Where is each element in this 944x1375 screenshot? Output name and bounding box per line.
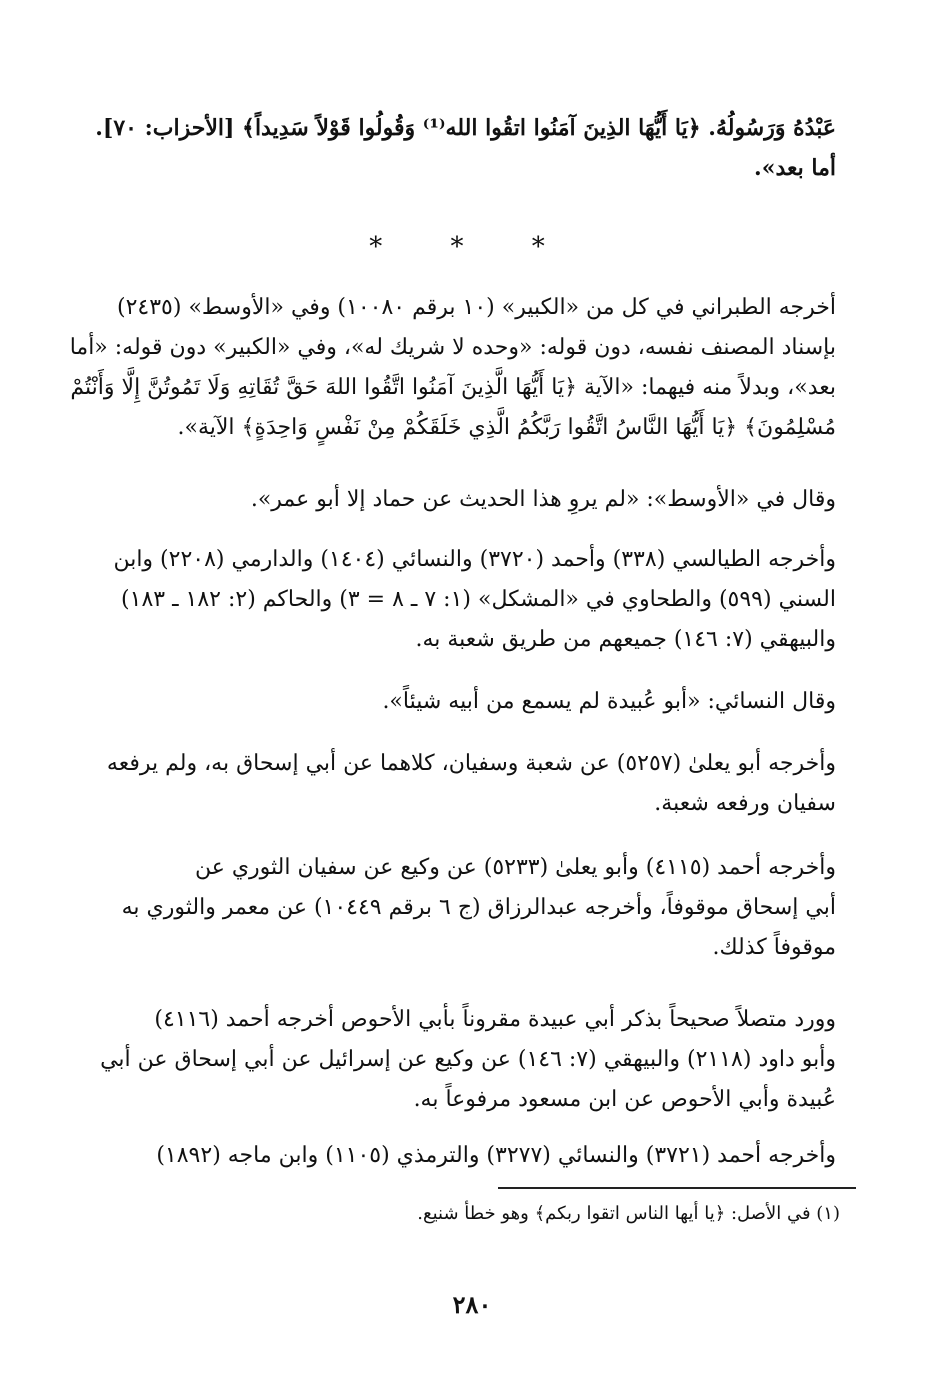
verse-block [95, 108, 836, 188]
paragraph [100, 1000, 836, 1120]
text-line: أخرجه الطبراني في كل من «الكبير» (١٠ برقم ١٠٠٨٠) وفي «الأوسط» (٢٤٣٥) [117, 295, 836, 320]
footnote-separator [498, 1187, 856, 1189]
text-line: بعد»، وبدلاً منه فيهما: «الآية ﴿يَا أَيُّهَا الَّذِينَ آمَنُوا اتَّقُوا اللهَ حَقَّ تُقَاتِهِ وَلَا تَمُوتُنَّ إِلَّا وَأَنْتُمْ [70, 375, 836, 400]
paragraph [106, 848, 836, 968]
text-line: أبي إسحاق موقوفاً، وأخرجه عبدالرزاق (ج ٦ برقم ١٠٤٤٩) عن معمر والثوري به [121, 895, 836, 920]
paragraph [106, 744, 836, 824]
paragraph [106, 1136, 836, 1176]
text-line: مُسْلِمُونَ﴾ ﴿يَا أَيُّهَا النَّاسُ اتَّقُوا رَبَّكُمُ الَّذِي خَلَقَكُمْ مِنْ نَفْسٍ وَاحِدَةٍ﴾ الآية». [177, 415, 836, 440]
text-line: بإسناد المصنف نفسه، دون قوله: «وحده لا شريك له»، وفي «الكبير» دون قوله: «أما [69, 335, 836, 360]
text-line: وأبو داود (٢١١٨) والبيهقي (٧: ١٤٦) عن وكيع عن إسرائيل عن أبي إسحاق عن أبي [100, 1047, 836, 1072]
text-line: سفيان ورفعه شعبة. [654, 791, 836, 816]
verse-line: عَبْدُهُ وَرَسُولُهُ. ﴿يَا أَيُّهَا الذِينَ آمَنُوا اتقُوا الله⁽¹⁾ وَقُولُوا قَوْلاً سَدِيداً﴾ [الأحزاب: ٧٠]. [95, 115, 836, 141]
section-separator-stars: * * * [369, 232, 575, 262]
paragraph [106, 540, 836, 660]
paragraph [106, 682, 836, 722]
footnote: (١) في الأصل: ﴿يا أيها الناس اتقوا ربكم﴾ وهو خطأ شنيع. [417, 1203, 840, 1224]
page-number: ٢٨٠ [452, 1290, 492, 1319]
text-line: والبيهقي (٧: ١٤٦) جميعهم من طريق شعبة به. [415, 627, 836, 652]
verse-line: أما بعد». [754, 155, 836, 181]
paragraph [69, 288, 836, 448]
text-line: وورد متصلاً صحيحاً بذكر أبي عبيدة مقروناً بأبي الأحوص أخرجه أحمد (٤١١٦) [154, 1007, 836, 1032]
text-line: وقال في «الأوسط»: «لم يروِ هذا الحديث عن حماد إلا أبو عمر». [250, 487, 836, 512]
text-line: السني (٥٩٩) والطحاوي في «المشكل» (١: ٧ ـ ٨ = ٣) والحاكم (٢: ١٨٢ ـ ١٨٣) [121, 587, 836, 612]
text-line: عُبيدة وأبي الأحوص عن ابن مسعود مرفوعاً به. [413, 1087, 836, 1112]
text-line: وأخرجه الطيالسي (٣٣٨) وأحمد (٣٧٢٠) والنسائي (١٤٠٤) والدارمي (٢٢٠٨) وابن [113, 547, 836, 572]
text-line: وأخرجه أحمد (٣٧٢١) والنسائي (٣٢٧٧) والترمذي (١١٠٥) وابن ماجه (١٨٩٢) [156, 1143, 836, 1168]
text-line: وأخرجه أبو يعلىٰ (٥٢٥٧) عن شعبة وسفيان، كلاهما عن أبي إسحاق به، ولم يرفعه [106, 751, 836, 776]
text-line: وقال النسائي: «أبو عُبيدة لم يسمع من أبيه شيئاً». [382, 689, 836, 714]
paragraph [106, 480, 836, 520]
text-line: وأخرجه أحمد (٤١١٥) وأبو يعلىٰ (٥٢٣٣) عن وكيع عن سفيان الثوري عن [194, 855, 836, 880]
text-line: موقوفاً كذلك. [712, 935, 836, 960]
